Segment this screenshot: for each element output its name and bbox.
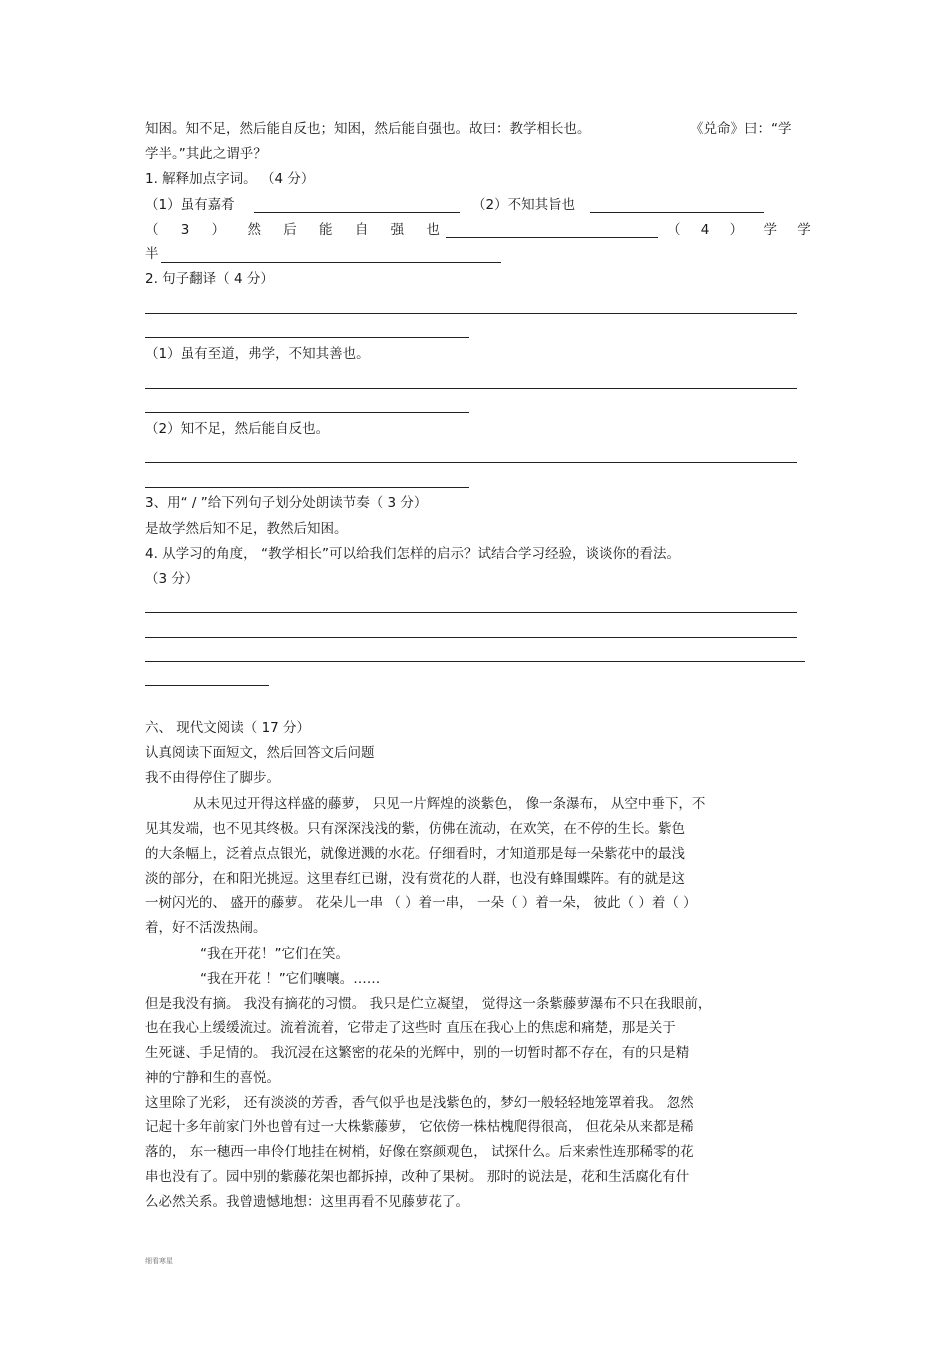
answer-line[interactable]	[145, 462, 797, 463]
reading-line-16: 落的， 东一穗西一串伶仃地挂在树梢，好像在察颜观色， 试探什么。后来索性连那稀零的花	[145, 1144, 694, 1160]
reading-line-10: 但是我没有摘。 我没有摘花的习惯。 我只是伫立凝望， 觉得这一条紫藤萝瀑布不只在我眼前，	[145, 996, 712, 1012]
section-6-instruction: 认真阅读下面短文，然后回答文后问题	[145, 745, 375, 761]
answer-blank[interactable]	[161, 262, 501, 263]
answer-line[interactable]	[145, 637, 797, 638]
reading-line-13: 神的宁静和生的喜悦。	[145, 1070, 280, 1086]
answer-line[interactable]	[145, 388, 797, 389]
question-2-title: 2. 句子翻译（ 4 分）	[145, 271, 274, 287]
reading-line-5: 淡的部分，在和阳光挑逗。这里春红已谢，没有赏花的人群，也没有蜂围蝶阵。有的就是这	[145, 871, 685, 887]
question-1-item-3: （ 3 ） 然 后 能 自 强 也	[145, 222, 449, 238]
question-1-item-2: （2）不知其旨也	[472, 197, 576, 213]
reading-line-2: 从未见过开得这样盛的藤萝， 只见一片辉煌的淡紫色， 像一条瀑布， 从空中垂下，不	[193, 796, 706, 812]
page-footer: 细看寒星	[145, 1257, 173, 1265]
reading-line-6: 一树闪光的、 盛开的藤萝。 花朵儿一串 （ ）着一串， 一朵（ ）着一朵， 彼此（ ）着（ ）	[145, 895, 697, 911]
question-1-title: 1. 解释加点字词。 （4 分）	[145, 171, 315, 187]
reading-line-11: 也在我心上缓缓流过。流着流着，它带走了这些时 直压在我心上的焦虑和痛楚，那是关于	[145, 1020, 676, 1036]
reading-line-18: 么必然关系。我曾遗憾地想：这里再看不见藤萝花了。	[145, 1194, 469, 1210]
reading-line-7: 着，好不活泼热闹。	[145, 920, 267, 936]
passage-line-1-quote: 《兑命》曰：“学	[690, 121, 792, 137]
answer-line[interactable]	[145, 337, 469, 338]
answer-line[interactable]	[145, 487, 469, 488]
question-1-item-4: （ 4 ） 学 学	[667, 222, 819, 238]
answer-blank[interactable]	[590, 212, 764, 213]
reading-line-4: 的大条幅上，泛着点点银光，就像迸溅的水花。仔细看时，才知道那是每一朵紫花中的最浅	[145, 846, 685, 862]
question-4-title: 4. 从学习的角度， “教学相长”可以给我们怎样的启示？试结合学习经验，谈谈你的看法。	[145, 546, 680, 562]
passage-line-1: 知困。知不足，然后能自反也；知困，然后能自强也。故曰：教学相长也。	[145, 121, 591, 137]
answer-line[interactable]	[145, 313, 797, 314]
question-3-title: 3、用“ / ”给下列句子划分处朗读节奏（ 3 分）	[145, 495, 428, 511]
answer-line[interactable]	[145, 612, 797, 613]
question-4-points: （3 分）	[145, 571, 199, 587]
answer-line[interactable]	[145, 685, 269, 686]
reading-line-12: 生死谜、手足情的。 我沉浸在这繁密的花朵的光辉中，别的一切暂时都不存在，有的只是精	[145, 1045, 690, 1061]
question-3-sentence: 是故学然后知不足，教然后知困。	[145, 521, 348, 537]
question-1-item-4-cont: 半	[145, 246, 159, 262]
reading-line-1: 我不由得停住了脚步。	[145, 770, 280, 786]
answer-line[interactable]	[145, 661, 805, 662]
answer-blank[interactable]	[254, 212, 460, 213]
question-2-item-1: （1）虽有至道，弗学，不知其善也。	[145, 346, 370, 362]
reading-line-3: 见其发端，也不见其终极。只有深深浅浅的紫，仿佛在流动，在欢笑，在不停的生长。紫色	[145, 821, 685, 837]
question-1-item-1: （1）虽有嘉肴	[145, 197, 235, 213]
question-2-item-2: （2）知不足，然后能自反也。	[145, 421, 330, 437]
section-6-title: 六、 现代文阅读（ 17 分）	[145, 720, 311, 736]
answer-blank[interactable]	[446, 237, 658, 238]
reading-line-14: 这里除了光彩， 还有淡淡的芳香，香气似乎也是浅紫色的，梦幻一般轻轻地笼罩着我。 忽然	[145, 1095, 694, 1111]
reading-line-8: “我在开花！”它们在笑。	[200, 946, 349, 962]
reading-line-17: 串也没有了。园中别的紫藤花架也都拆掉，改种了果树。 那时的说法是，花和生活腐化有什	[145, 1169, 690, 1185]
answer-line[interactable]	[145, 412, 469, 413]
reading-line-9: “我在开花 ！”它们嚷嚷。……	[200, 971, 381, 987]
reading-line-15: 记起十多年前家门外也曾有过一大株紫藤萝， 它依傍一株枯槐爬得很高， 但花朵从来都是稀	[145, 1119, 694, 1135]
passage-line-2: 学半。”其此之谓乎？	[145, 146, 267, 162]
